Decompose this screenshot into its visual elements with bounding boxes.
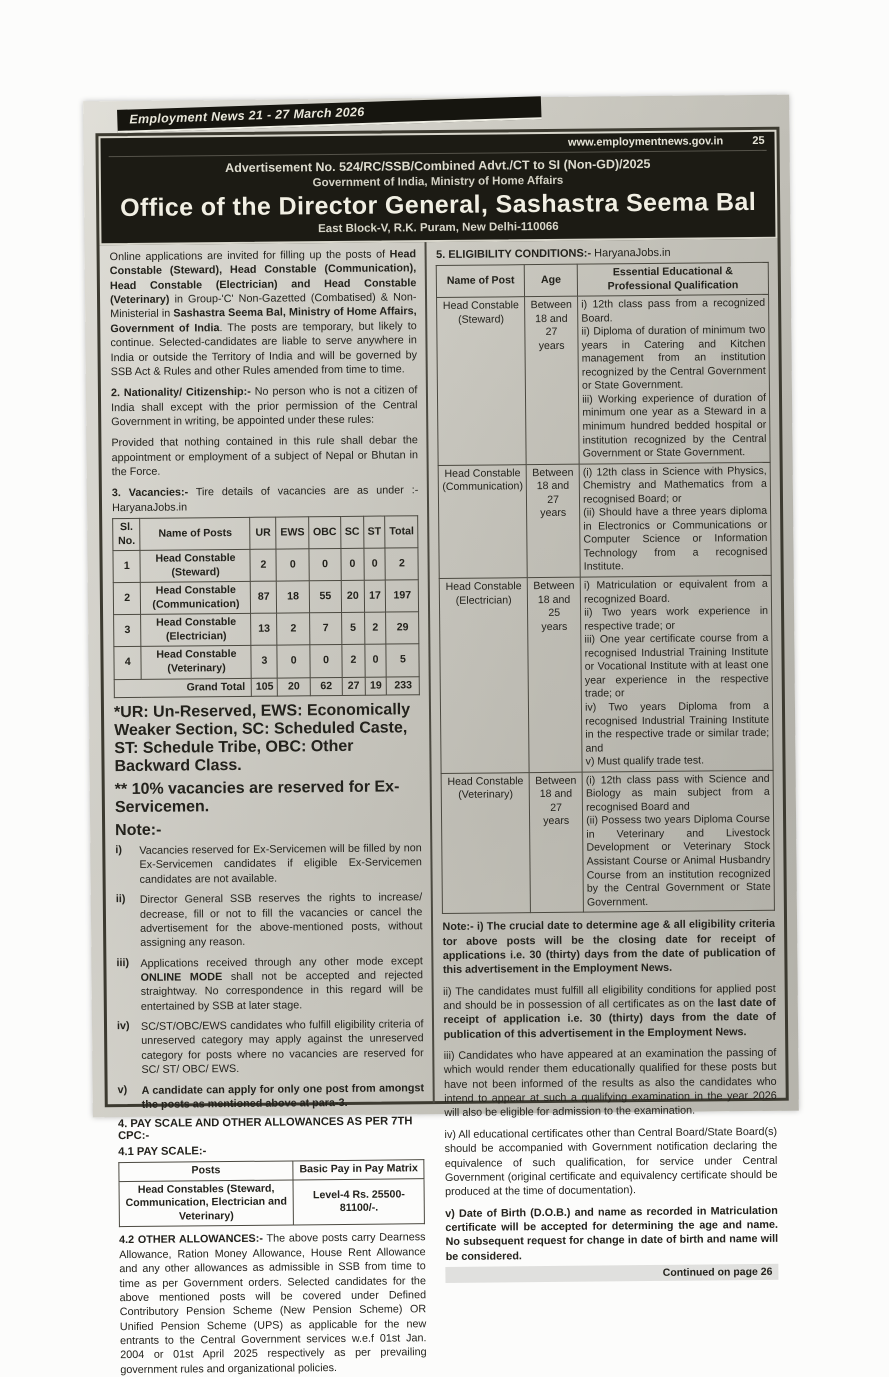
topbar bbox=[109, 133, 767, 157]
table-cell: 0 bbox=[310, 645, 342, 677]
table-row bbox=[114, 612, 420, 647]
page-number: 25 bbox=[752, 134, 765, 147]
table-cell: Between 18 and 25 years bbox=[527, 577, 582, 772]
note-item-label: iii) bbox=[116, 956, 130, 969]
note-item-text: SC/ST/OBC/EWS candidates who fulfill eligibility criteria of unreserved category may apply against the unreserved category for posts where no vacancies are reserved for SC/ ST/ OBC/ EWS. bbox=[140, 1018, 424, 1077]
proviso-paragraph: Provided that nothing contained in this rule shall debar the appointment or employment of a subject of Nepal or Bhutan in the Force. bbox=[111, 434, 419, 479]
column-header: Total bbox=[385, 516, 418, 548]
abbreviation-footnote: *UR: Un-Reserved, EWS: Economically Weaker Section, SC: Scheduled Caste, ST: Schedule Tribe, OBC: Other Backward Class. bbox=[113, 701, 411, 776]
note-item-label: v) bbox=[117, 1083, 128, 1096]
table-cell: 18 bbox=[277, 581, 310, 613]
table-cell: i) 12th class pass from a recognized Board. ii) Diploma of duration of minimum two years in Catering and Kitchen management from an institution recognized by the Central Government or State Government. iii) Working experience of duration of minimum one year as a Steward in a minimum hundred bedded hospital or institution recognized by the Central Government or State Government. bbox=[578, 294, 770, 463]
table-cell: Between 18 and 27 years bbox=[526, 464, 580, 578]
eligibility-heading bbox=[436, 246, 769, 261]
table-cell: i) Matriculation or equivalent from a recognized Board. ii) Two years work experience in respective trade; or iii) One year certificate course from a recognised Industrial Training Institute or Vocational Institute with at least one year experience in the respective trade; or iv) Two years Diploma from a recognised Industrial Training Institute in the respective trade or similar trade; and v) Must qualify trade test. bbox=[580, 575, 773, 771]
table-row bbox=[113, 548, 419, 583]
government-line: Government of India, Ministry of Home Affairs bbox=[312, 174, 564, 190]
table-cell: Head Constable (Steward) bbox=[437, 297, 526, 465]
column-header: Name of Post bbox=[437, 265, 525, 298]
intro-paragraph: Online applications are invited for filling up the posts of Head Constable (Steward), Head Constable (Communication), Head Constable (Electrician) and Head Constable (Veterinary) in Group-'C' Non-Gazetted (Combatised) & Non-Ministerial in Sashastra Seema Bal, Ministry of Home Affairs, Government of India. The posts are temporary, but likely to continue. Selected-candidates are liable to serve anywhere in India or outside the Territory of India and will be governed by SSB Act & Rules and other Rules amended from time to time. bbox=[109, 248, 418, 379]
right-note-4: iv) All educational certificates other than Central Board/State Board(s) should be accompanied with Government notification declaring the equivalence of such qualification, for service under Central Government (original certificate and equivalency certificate should be produced at the time of documentation). bbox=[444, 1125, 778, 1199]
table-cell: 0 bbox=[364, 548, 386, 580]
right-note-1: Note:- i) The crucial date to determine age & all eligibility criteria tor above posts will be the closing date for receipt of applications i.e. 30 (thirty) days from the date of publication of this advertisement in the Employment News. bbox=[442, 917, 776, 977]
ex-servicemen-footnote: ** 10% vacancies are reserved for Ex-Servicemen. bbox=[114, 778, 400, 817]
pay-scale-table bbox=[118, 1159, 425, 1227]
column-header: Age bbox=[524, 264, 577, 297]
column-header: Posts bbox=[119, 1161, 293, 1181]
list-item bbox=[116, 954, 423, 1014]
table-cell: 4 bbox=[114, 647, 142, 679]
note-item-label: ii) bbox=[115, 893, 126, 906]
table-cell: 19 bbox=[365, 677, 387, 696]
grand-total-row bbox=[114, 676, 420, 697]
table-cell: Head Constable (Electrician) bbox=[141, 614, 251, 647]
table-cell: Between 18 and 27 years bbox=[529, 772, 583, 913]
list-item bbox=[115, 841, 422, 887]
table-cell: 7 bbox=[310, 613, 342, 645]
list-item bbox=[118, 1081, 425, 1113]
vacancies-heading: 3. Vacancies:- Tire details of vacancies are as under :- HaryanaJobs.in bbox=[111, 484, 419, 514]
right-column bbox=[425, 239, 786, 1279]
table-cell: 2 bbox=[250, 549, 276, 581]
table-cell: Head Constable (Communication) bbox=[439, 464, 528, 578]
right-note-2: ii) The candidates must fulfill all eligibility conditions for applied post and should be in possession of all certificates as on the last date of receipt of application i.e. 30 (thirty) days from the date of publication of this advertisement in the Employment News. bbox=[443, 982, 777, 1041]
table-cell: 20 bbox=[341, 581, 364, 613]
table-cell: Head Constable (Veterinary) bbox=[442, 772, 531, 913]
column-header: UR bbox=[250, 517, 276, 549]
table-cell: Head Constable (Communication) bbox=[141, 582, 251, 615]
table-cell: 0 bbox=[365, 645, 387, 677]
office-address: East Block-V, R.K. Puram, New Delhi-110066 bbox=[318, 220, 559, 236]
table-row bbox=[442, 770, 775, 914]
table-row bbox=[440, 575, 773, 773]
table-row bbox=[439, 462, 772, 579]
table-cell: 29 bbox=[386, 612, 419, 644]
table-cell: 62 bbox=[310, 677, 342, 696]
note-item-label: iv) bbox=[116, 1020, 130, 1033]
column-header: EWS bbox=[276, 517, 309, 549]
vacancy-table bbox=[112, 515, 420, 698]
advertisement-header-banner bbox=[98, 130, 777, 246]
table-cell: 233 bbox=[387, 676, 420, 695]
table-row bbox=[437, 294, 770, 465]
table-cell: 1 bbox=[113, 551, 141, 583]
right-note-5: v) Date of Birth (D.O.B.) and name as recorded in Matriculation certificate will be accepted for determining the age and name. No subsequent request for change in date of birth and name will be considered. bbox=[445, 1204, 779, 1263]
table-cell: 0 bbox=[276, 549, 309, 581]
list-item bbox=[116, 890, 423, 950]
column-header: Sl. No. bbox=[113, 518, 141, 550]
table-row bbox=[113, 580, 419, 615]
table-cell: Head Constable (Steward) bbox=[140, 550, 250, 583]
right-note-3: iii) Candidates who have appeared at an examination the passing of which would render them educationally qualified for these posts but have not been informed of the results as also the candidates who intend to appear at such a qualifying examination in the year 2026 will also be eligible for admission to the examination. bbox=[443, 1046, 777, 1120]
column-header: SC bbox=[341, 516, 364, 548]
table-cell: Head Constables (Steward, Communication, Electrician and Veterinary) bbox=[119, 1180, 294, 1227]
note-item-text: Director General SSB reserves the rights to increase/ decrease, fill or not to fill the vacancies or cancel the advertisement for the above-mentioned posts, without assigning any reason. bbox=[139, 891, 423, 950]
table-cell: 17 bbox=[364, 580, 386, 612]
note-item-label: i) bbox=[115, 844, 122, 857]
table-cell: 2 bbox=[342, 645, 365, 677]
note-item-text: Applications received through any other mode except ONLINE MODE shall not be accepted and rejected straightway. No correspondence in this regard will be entertained by SSB at later stage. bbox=[140, 954, 424, 1013]
note-item-text: Vacancies reserved for Ex-Servicemen will be filled by non Ex-Servicemen candidates if eligible Ex-Servicemen candidates are not available. bbox=[139, 842, 422, 886]
table-cell: 3 bbox=[114, 615, 142, 647]
eligibility-table-grid bbox=[436, 262, 775, 914]
table-cell: 0 bbox=[341, 548, 364, 580]
vacancy-table-grid bbox=[112, 515, 420, 698]
advertisement-number: Advertisement No. 524/RC/SSB/Combined Advt./CT to SI (Non-GD)/2025 bbox=[225, 156, 651, 176]
table-cell: (i) 12th class pass with Science and Biology as main subject from a recognised Board and (ii) Possess two years Diploma Course in Veterinary and Livestock Development or Veterinary Stock Assistant Course or Animal Husbandry Course from an institution recognized by the Central Government or State Government. bbox=[582, 770, 774, 912]
table-cell: 0 bbox=[309, 549, 341, 581]
column-header: OBC bbox=[309, 517, 341, 549]
nationality-paragraph: 2. Nationality/ Citizenship:- No person who is not a citizen of India shall except with the prior permission of the Central Government in writing, be appointed under these rules: bbox=[110, 384, 418, 429]
table-cell: 13 bbox=[251, 613, 277, 645]
list-item bbox=[117, 1017, 424, 1077]
table-cell: 3 bbox=[251, 646, 277, 678]
header-row bbox=[113, 516, 419, 551]
table-cell: 197 bbox=[386, 580, 419, 612]
table-cell: (i) 12th class in Science with Physics, Chemistry and Mathematics from a recognised Board; or (ii) Should have a three years diploma in Electronics or Communications or Computer Science or Information Technology from a recognised Institute. bbox=[579, 462, 771, 577]
table-cell: 5 bbox=[342, 613, 365, 645]
other-allowances-paragraph: 4.2 OTHER ALLOWANCES:- The above posts carry Dearness Allowance, Ration Money Allowance, House Rent Allowance and any other allowances as admissible in SSB from time to time as per Government orders. Selected candidates for the above mentioned posts will be covered under Defined Contributory Pension Scheme (New Pension Scheme) OR Unified Pension Scheme (UPS) as applicable for the new entrants to the Central Government services w.e.f 01st Jan. 2004 or 01st April 2025 respectively as per prevailing government rules and organizational policies. bbox=[119, 1231, 427, 1376]
website-url: www.employmentnews.gov.in bbox=[567, 135, 724, 149]
header-row bbox=[437, 262, 769, 297]
watermark-text: HaryanaJobs.in bbox=[594, 246, 671, 260]
table-cell: 105 bbox=[252, 678, 278, 697]
note-label: Note:- bbox=[115, 821, 162, 840]
pay-scale-subheading: 4.1 PAY SCALE:- bbox=[118, 1145, 207, 1159]
newspaper-masthead bbox=[117, 96, 542, 133]
table-cell: 20 bbox=[278, 677, 311, 696]
advertisement-box bbox=[95, 127, 788, 1376]
table-row bbox=[119, 1178, 425, 1227]
masthead-text: Employment News 21 - 27 March 2026 bbox=[129, 104, 365, 127]
table-cell: 2 bbox=[277, 613, 310, 645]
table-cell: 2 bbox=[385, 548, 418, 580]
note-item-text: A candidate can apply for only one post from amongst the posts as mentioned above at para-3. bbox=[141, 1081, 425, 1111]
column-header: Name of Posts bbox=[140, 517, 250, 550]
table-cell: 0 bbox=[277, 645, 310, 677]
newspaper-scan bbox=[83, 95, 799, 1376]
table-cell: 87 bbox=[251, 581, 277, 613]
grand-total-label: Grand Total bbox=[114, 678, 252, 698]
column-header: Basic Pay in Pay Matrix bbox=[293, 1160, 425, 1180]
column-header: Essential Educational & Professional Qualification bbox=[577, 262, 768, 296]
left-notes-list bbox=[115, 841, 424, 1112]
continued-on-page-note: Continued on page 26 bbox=[446, 1264, 779, 1283]
table-cell: 27 bbox=[342, 677, 365, 696]
left-column bbox=[100, 242, 434, 1376]
table-cell: Level-4 Rs. 25500-81100/-. bbox=[293, 1178, 425, 1225]
table-cell: 2 bbox=[113, 583, 141, 615]
pay-scale-section-heading: 4. PAY SCALE AND OTHER ALLOWANCES AS PER 7TH CPC:- bbox=[117, 1115, 413, 1143]
table-cell: 2 bbox=[364, 612, 386, 644]
eligibility-table bbox=[436, 262, 775, 914]
content-columns bbox=[100, 239, 786, 1376]
page-title: Office of the Director General, Sashastra Seema Bal bbox=[120, 187, 757, 223]
table-cell: 5 bbox=[386, 644, 419, 676]
table-cell: Head Constable (Electrician) bbox=[440, 578, 530, 773]
table-cell: Between 18 and 27 years bbox=[525, 296, 580, 464]
pay-scale-table-grid bbox=[118, 1159, 425, 1227]
eligibility-heading-text: 5. ELIGIBILITY CONDITIONS:- bbox=[436, 247, 592, 262]
table-cell: Head Constable (Veterinary) bbox=[141, 646, 251, 679]
table-cell: 55 bbox=[309, 581, 341, 613]
table-row bbox=[114, 644, 420, 679]
column-header: ST bbox=[363, 516, 385, 548]
